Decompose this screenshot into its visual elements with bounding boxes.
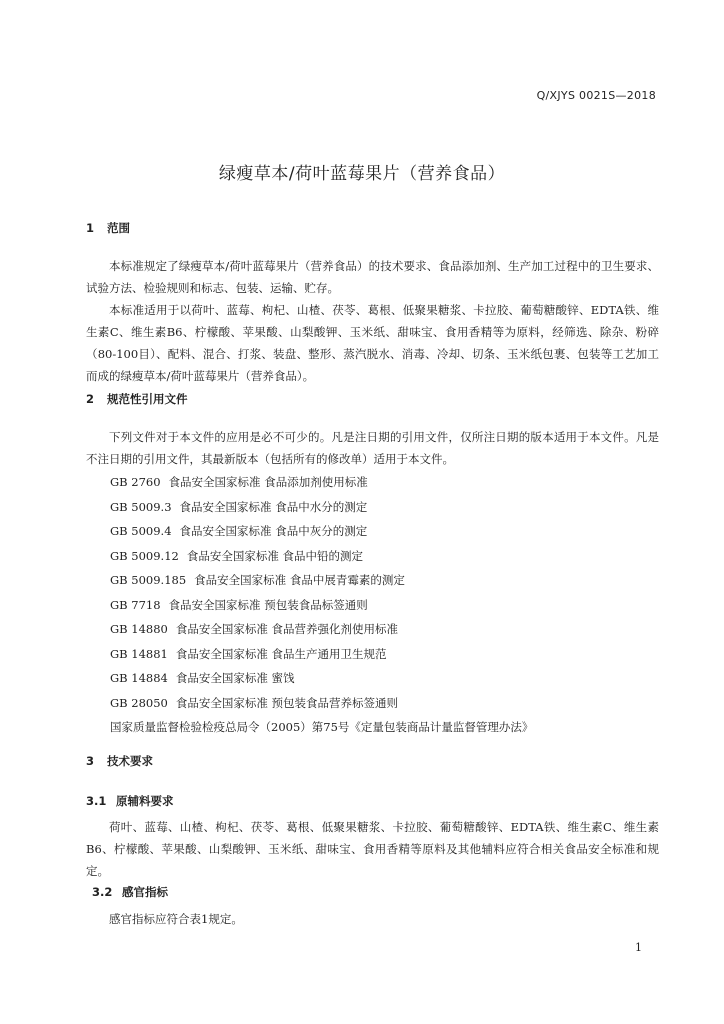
reference-title: 食品安全国家标准 食品生产通用卫生规范	[175, 646, 387, 661]
reference-title: 食品安全国家标准 食品添加剂使用标准	[168, 475, 368, 489]
reference-code: GB 14880	[110, 622, 168, 636]
reference-title: 食品安全国家标准 食品中铅的测定	[186, 548, 364, 563]
reference-code: GB 5009.12	[110, 548, 179, 563]
reference-code: GB 14884	[110, 671, 168, 685]
reference-code: GB 5009.3	[110, 499, 172, 514]
reference-item	[110, 617, 533, 642]
reference-title: 食品安全国家标准 预包装食品标签通则	[168, 597, 368, 612]
section-title: 技术要求	[107, 754, 153, 768]
section-1-heading	[86, 220, 130, 236]
reference-code: GB 5009.185	[110, 573, 187, 587]
reference-title: 食品安全国家标准 食品中灰分的测定	[179, 524, 368, 538]
reference-item	[110, 666, 533, 691]
reference-code: GB 28050	[110, 695, 168, 710]
reference-code: GB 2760	[110, 475, 161, 489]
section-number: 2	[86, 392, 95, 406]
reference-title: 国家质量监督检验检疫总局令（2005）第75号《定量包装商品计量监督管理办法》	[110, 720, 534, 734]
reference-code: GB 5009.4	[110, 524, 172, 538]
section-title: 范围	[107, 221, 130, 235]
sensory-paragraph: 感官指标应符合表1规定。	[109, 912, 243, 926]
scope-paragraph-2: 本标准适用于以荷叶、蓝莓、枸杞、山楂、茯苓、葛根、低聚果糖浆、卡拉胶、葡萄糖酸锌、EDTA铁、维生素C、维生素B6、柠檬酸、苹果酸、山梨酸钾、玉米纸、甜味宝、食用香精等为原料，经筛选、除杂、粉碎（80-100目）、配料、混合、打浆、装盘、整形、蒸汽脱水、消毒、冷却、切条、玉米纸包裹、包装等工艺加工而成的绿瘦草本/荷叶蓝莓果片（营养食品）。	[86, 303, 659, 383]
reference-code: GB 7718	[110, 597, 161, 612]
raw-materials-paragraph: 荷叶、蓝莓、山楂、枸杞、茯苓、葛根、低聚果糖浆、卡拉胶、葡萄糖酸锌、EDTA铁、维生素C、维生素B6、柠檬酸、苹果酸、山梨酸钾、玉米纸、甜味宝、食用香精等原料及其他辅料应符合相关食品安全标准和规定。	[86, 820, 659, 878]
section-3-2-heading	[92, 884, 168, 900]
reference-item	[110, 593, 533, 618]
section-title: 感官指标	[122, 885, 168, 899]
reference-code: GB 14881	[110, 646, 168, 661]
section-title: 原辅料要求	[116, 794, 174, 808]
document-code: Q/XJYS 0021S—2018	[536, 89, 656, 102]
reference-title: 食品安全国家标准 蜜饯	[175, 671, 295, 685]
reference-item	[110, 642, 533, 667]
reference-item	[110, 568, 533, 593]
reference-item	[110, 519, 533, 544]
reference-list	[110, 470, 533, 740]
reference-item	[110, 470, 533, 495]
reference-title: 食品安全国家标准 预包装食品营养标签通则	[175, 695, 399, 710]
section-number: 3	[86, 754, 95, 768]
section-title: 规范性引用文件	[107, 392, 188, 406]
section-number: 3.2	[92, 885, 113, 899]
section-3-heading	[86, 753, 153, 769]
document-title: 绿瘦草本/荷叶蓝莓果片（营养食品）	[218, 164, 506, 184]
section-3-1-heading	[86, 793, 174, 809]
reference-title: 食品安全国家标准 食品中展青霉素的测定	[194, 573, 405, 587]
reference-title: 食品安全国家标准 食品营养强化剂使用标准	[175, 622, 399, 636]
section-number: 1	[86, 221, 95, 235]
reference-item	[110, 495, 533, 520]
page-number: 1	[635, 941, 642, 954]
section-number: 3.1	[86, 794, 107, 808]
reference-item	[110, 544, 533, 569]
reference-item	[110, 691, 533, 716]
reference-title: 食品安全国家标准 食品中水分的测定	[179, 499, 368, 514]
references-intro: 下列文件对于本文件的应用是必不可少的。凡是注日期的引用文件，仅所注日期的版本适用于本文件。凡是不注日期的引用文件，其最新版本（包括所有的修改单）适用于本文件。	[86, 430, 659, 466]
reference-item	[110, 715, 533, 740]
scope-paragraph-1: 本标准规定了绿瘦草本/荷叶蓝莓果片（营养食品）的技术要求、食品添加剂、生产加工过程中的卫生要求、试验方法、检验规则和标志、包装、运输、贮存。	[86, 259, 659, 295]
section-2-heading	[86, 391, 188, 407]
